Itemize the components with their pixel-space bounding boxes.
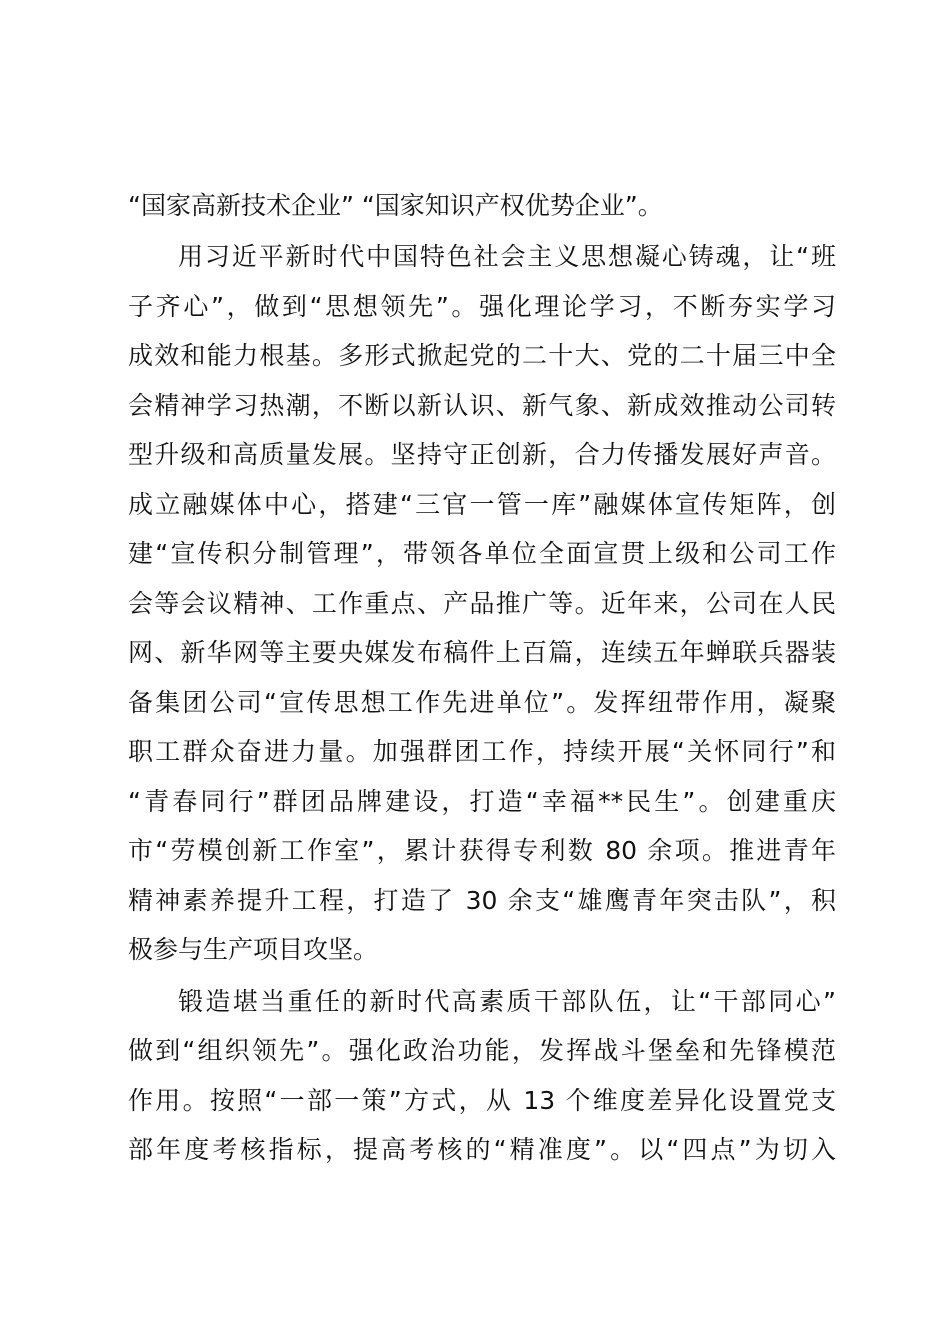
paragraph-2-line-3: 成效和能力根基。多形式掀起党的二十大、党的二十届三中全 bbox=[128, 341, 836, 370]
document-page bbox=[128, 181, 836, 1175]
paragraph-2-line-9: 网、新华网等主要央媒发布稿件上百篇，连续五年蝉联兵器装 bbox=[128, 638, 836, 667]
paragraph-2-line-13: 市“劳模创新工作室”，累计获得专利数 80 余项。推进青年 bbox=[128, 836, 836, 865]
paragraph-2-line-15: 极参与生产项目攻坚。 bbox=[128, 935, 379, 964]
paragraph-2-line-2: 子齐心”，做到“思想领先”。强化理论学习，不断夯实学习 bbox=[128, 291, 836, 321]
paragraph-1-line-1: “国家高新技术企业” “国家知识产权优势企业”。 bbox=[128, 191, 663, 220]
paragraph-2-line-8: 会等会议精神、工作重点、产品推广等。近年来，公司在人民 bbox=[128, 588, 836, 618]
paragraph-2-line-10: 备集团公司“宣传思想工作先进单位”。发挥纽带作用，凝聚 bbox=[128, 687, 836, 717]
paragraph-3-line-2: 做到“组织领先”。强化政治功能，发挥战斗堡垒和先锋模范 bbox=[128, 1036, 836, 1065]
paragraph-2-line-14: 精神素养提升工程，打造了 30 余支“雄鹰青年突击队”，积 bbox=[128, 885, 836, 915]
paragraph-2-line-4: 会精神学习热潮，不断以新认识、新气象、新成效推动公司转 bbox=[128, 390, 836, 420]
paragraph-2-line-7: 建“宣传积分制管理”，带领各单位全面宣贯上级和公司工作 bbox=[128, 539, 836, 568]
paragraph-2-line-1: 用习近平新时代中国特色社会主义思想凝心铸魂，让“班 bbox=[178, 242, 836, 271]
paragraph-2-line-12: “青春同行”群团品牌建设，打造“幸福**民生”。创建重庆 bbox=[128, 786, 836, 816]
paragraph-3-line-4: 部年度考核指标，提高考核的“精准度”。以“四点”为切入 bbox=[128, 1135, 836, 1164]
paragraph-3-line-3: 作用。按照“一部一策”方式，从 13 个维度差异化设置党支 bbox=[128, 1085, 836, 1115]
paragraph-2-line-11: 职工群众奋进力量。加强群团工作，持续开展“关怀同行”和 bbox=[128, 737, 836, 766]
paragraph-2-line-6: 成立融媒体中心，搭建“三官一管一库”融媒体宣传矩阵，创 bbox=[128, 489, 836, 519]
paragraph-3-line-1: 锻造堪当重任的新时代高素质干部队伍，让“干部同心” bbox=[178, 986, 836, 1016]
paragraph-2-line-5: 型升级和高质量发展。坚持守正创新，合力传播发展好声音。 bbox=[128, 440, 836, 469]
